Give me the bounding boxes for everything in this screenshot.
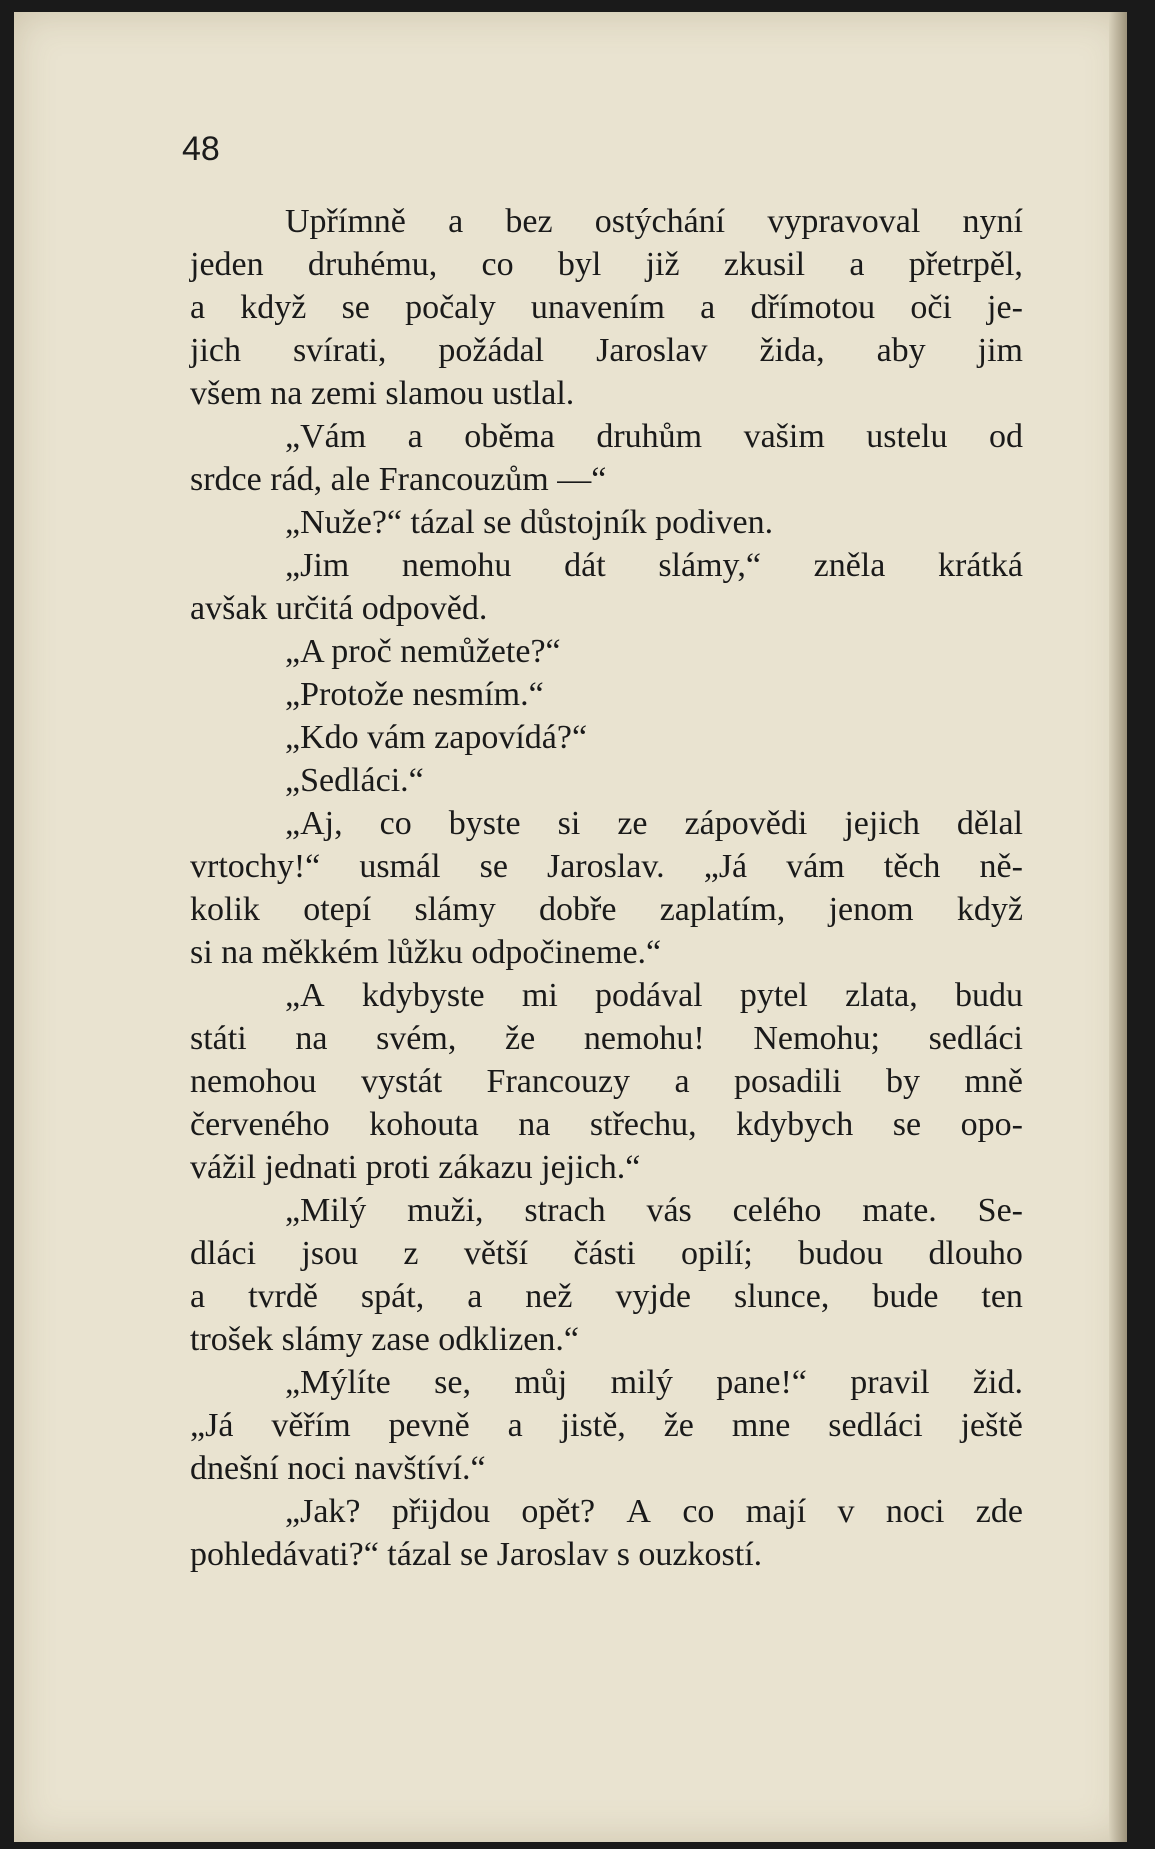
text-line: „Nuže?“ tázal se důstojník podiven. bbox=[285, 504, 774, 541]
text-line: trošek slámy zase odklizen.“ bbox=[190, 1321, 579, 1358]
text-line: „Jak? přijdou opět? A co mají v noci zde bbox=[285, 1493, 1023, 1530]
text-line: červeného kohouta na střechu, kdybych se opo- bbox=[190, 1106, 1023, 1143]
text-line: nemohou vystát Francouzy a posadili by mně bbox=[190, 1063, 1023, 1100]
text-line: „Kdo vám zapovídá?“ bbox=[285, 719, 588, 756]
text-line: kolik otepí slámy dobře zaplatím, jenom když bbox=[190, 891, 1023, 928]
text-line: „Jim nemohu dát slámy,“ zněla krátká bbox=[285, 547, 1023, 584]
text-line: „Mýlíte se, můj milý pane!“ pravil žid. bbox=[285, 1364, 1023, 1401]
text-line: si na měkkém lůžku odpočineme.“ bbox=[190, 934, 662, 971]
text-line: a tvrdě spát, a než vyjde slunce, bude ten bbox=[190, 1278, 1023, 1315]
text-line: „A kdybyste mi podával pytel zlata, budu bbox=[285, 977, 1023, 1014]
text-line: srdce rád, ale Francouzům —“ bbox=[190, 461, 607, 498]
text-line: jeden druhému, co byl již zkusil a přetrpěl, bbox=[190, 246, 1023, 283]
text-line: a když se počaly unavením a dřímotou oči je- bbox=[190, 289, 1023, 326]
text-line: „Vám a oběma druhům vašim ustelu od bbox=[285, 418, 1023, 455]
text-line: dláci jsou z větší části opilí; budou dlouho bbox=[190, 1235, 1023, 1272]
text-line: „Milý muži, strach vás celého mate. Se- bbox=[285, 1192, 1023, 1229]
text-line: všem na zemi slamou ustlal. bbox=[190, 375, 575, 412]
text-line: jich svírati, požádal Jaroslav žida, aby jim bbox=[190, 332, 1023, 369]
text-line: vrtochy!“ usmál se Jaroslav. „Já vám těch ně- bbox=[190, 848, 1023, 885]
text-line: avšak určitá odpověd. bbox=[190, 590, 488, 627]
page-number: 48 bbox=[182, 130, 220, 168]
text-line: „Aj, co byste si ze zápovědi jejich dělal bbox=[285, 805, 1023, 842]
book-page bbox=[14, 12, 1127, 1842]
body-text bbox=[190, 200, 1023, 1576]
text-line: „Já věřím pevně a jistě, že mne sedláci ještě bbox=[190, 1407, 1023, 1444]
text-line: pohledávati?“ tázal se Jaroslav s ouzkostí. bbox=[190, 1536, 763, 1573]
text-line: „A proč nemůžete?“ bbox=[285, 633, 561, 670]
text-line: „Sedláci.“ bbox=[285, 762, 424, 799]
text-line: „Protože nesmím.“ bbox=[285, 676, 544, 713]
page-edge bbox=[1109, 12, 1127, 1842]
text-line: Upřímně a bez ostýchání vypravoval nyní bbox=[285, 203, 1023, 240]
text-line: státi na svém, že nemohu! Nemohu; sedláci bbox=[190, 1020, 1023, 1057]
text-line: dnešní noci navštíví.“ bbox=[190, 1450, 486, 1487]
text-line: vážil jednati proti zákazu jejich.“ bbox=[190, 1149, 641, 1186]
